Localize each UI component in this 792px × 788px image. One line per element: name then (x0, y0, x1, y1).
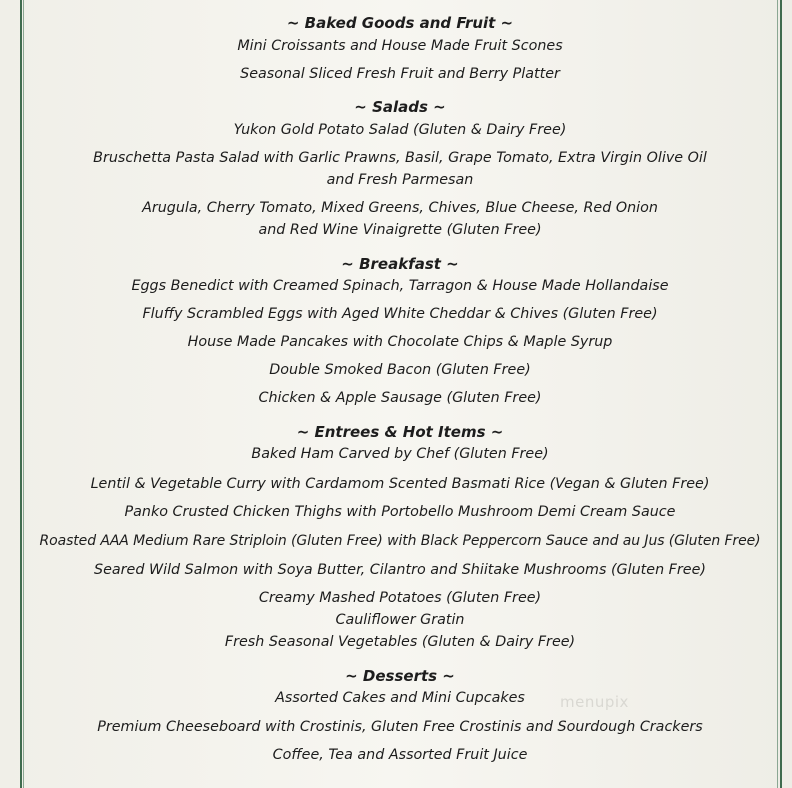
menu-item: House Made Pancakes with Chocolate Chips & Maple Syrup (187, 334, 613, 350)
menu-item-continued: and Red Wine Vinaigrette (Gluten Free) (258, 222, 542, 238)
menu-item: Coffee, Tea and Assorted Fruit Juice (272, 747, 528, 763)
menu-item: Cauliflower Gratin (335, 612, 465, 628)
menu-item: Lentil & Vegetable Curry with Cardamom Scented Basmati Rice (Vegan & Gluten Free) (90, 476, 710, 492)
menu-item: Mini Croissants and House Made Fruit Scones (237, 38, 563, 54)
section-heading-breakfast: ~ Breakfast ~ (341, 255, 459, 273)
right-border-rule (780, 0, 782, 788)
menu-item: Seared Wild Salmon with Soya Butter, Cilantro and Shiitake Mushrooms (Gluten Free) (94, 562, 706, 578)
watermark: menupix (560, 693, 629, 711)
section-heading-salads: ~ Salads ~ (354, 98, 446, 116)
menu-item: Fluffy Scrambled Eggs with Aged White Cheddar & Chives (Gluten Free) (142, 306, 658, 322)
menu-item: Fresh Seasonal Vegetables (Gluten & Dairy Free) (224, 634, 576, 650)
section-heading-entrees: ~ Entrees & Hot Items ~ (296, 423, 504, 441)
menu-item: Creamy Mashed Potatoes (Gluten Free) (258, 590, 542, 606)
menu-item: Chicken & Apple Sausage (Gluten Free) (258, 390, 542, 406)
menu-item: Bruschetta Pasta Salad with Garlic Prawns, Basil, Grape Tomato, Extra Virgin Olive Oil (93, 150, 707, 166)
menu-item: Arugula, Cherry Tomato, Mixed Greens, Chives, Blue Cheese, Red Onion (142, 200, 658, 216)
left-border-rule (20, 0, 22, 788)
menu-item: Double Smoked Bacon (Gluten Free) (269, 362, 531, 378)
menu-item: Roasted AAA Medium Rare Striploin (Gluten Free) with Black Peppercorn Sauce and au Jus (Gluten Free) (39, 533, 761, 549)
right-border-inner-rule (777, 0, 778, 788)
menu-item: Baked Ham Carved by Chef (Gluten Free) (251, 446, 549, 462)
section-heading-desserts: ~ Desserts ~ (345, 667, 455, 685)
section-heading-baked-goods: ~ Baked Goods and Fruit ~ (286, 14, 514, 32)
menu-item: Yukon Gold Potato Salad (Gluten & Dairy Free) (233, 122, 567, 138)
menu-item: Panko Crusted Chicken Thighs with Portobello Mushroom Demi Cream Sauce (124, 504, 676, 520)
menu-item: Premium Cheeseboard with Crostinis, Gluten Free Crostinis and Sourdough Crackers (97, 719, 703, 735)
menu-item: Eggs Benedict with Creamed Spinach, Tarragon & House Made Hollandaise (131, 278, 669, 294)
menu-item: Seasonal Sliced Fresh Fruit and Berry Platter (240, 66, 560, 82)
menu-item: Assorted Cakes and Mini Cupcakes (275, 690, 525, 706)
menu-item-continued: and Fresh Parmesan (326, 172, 474, 188)
